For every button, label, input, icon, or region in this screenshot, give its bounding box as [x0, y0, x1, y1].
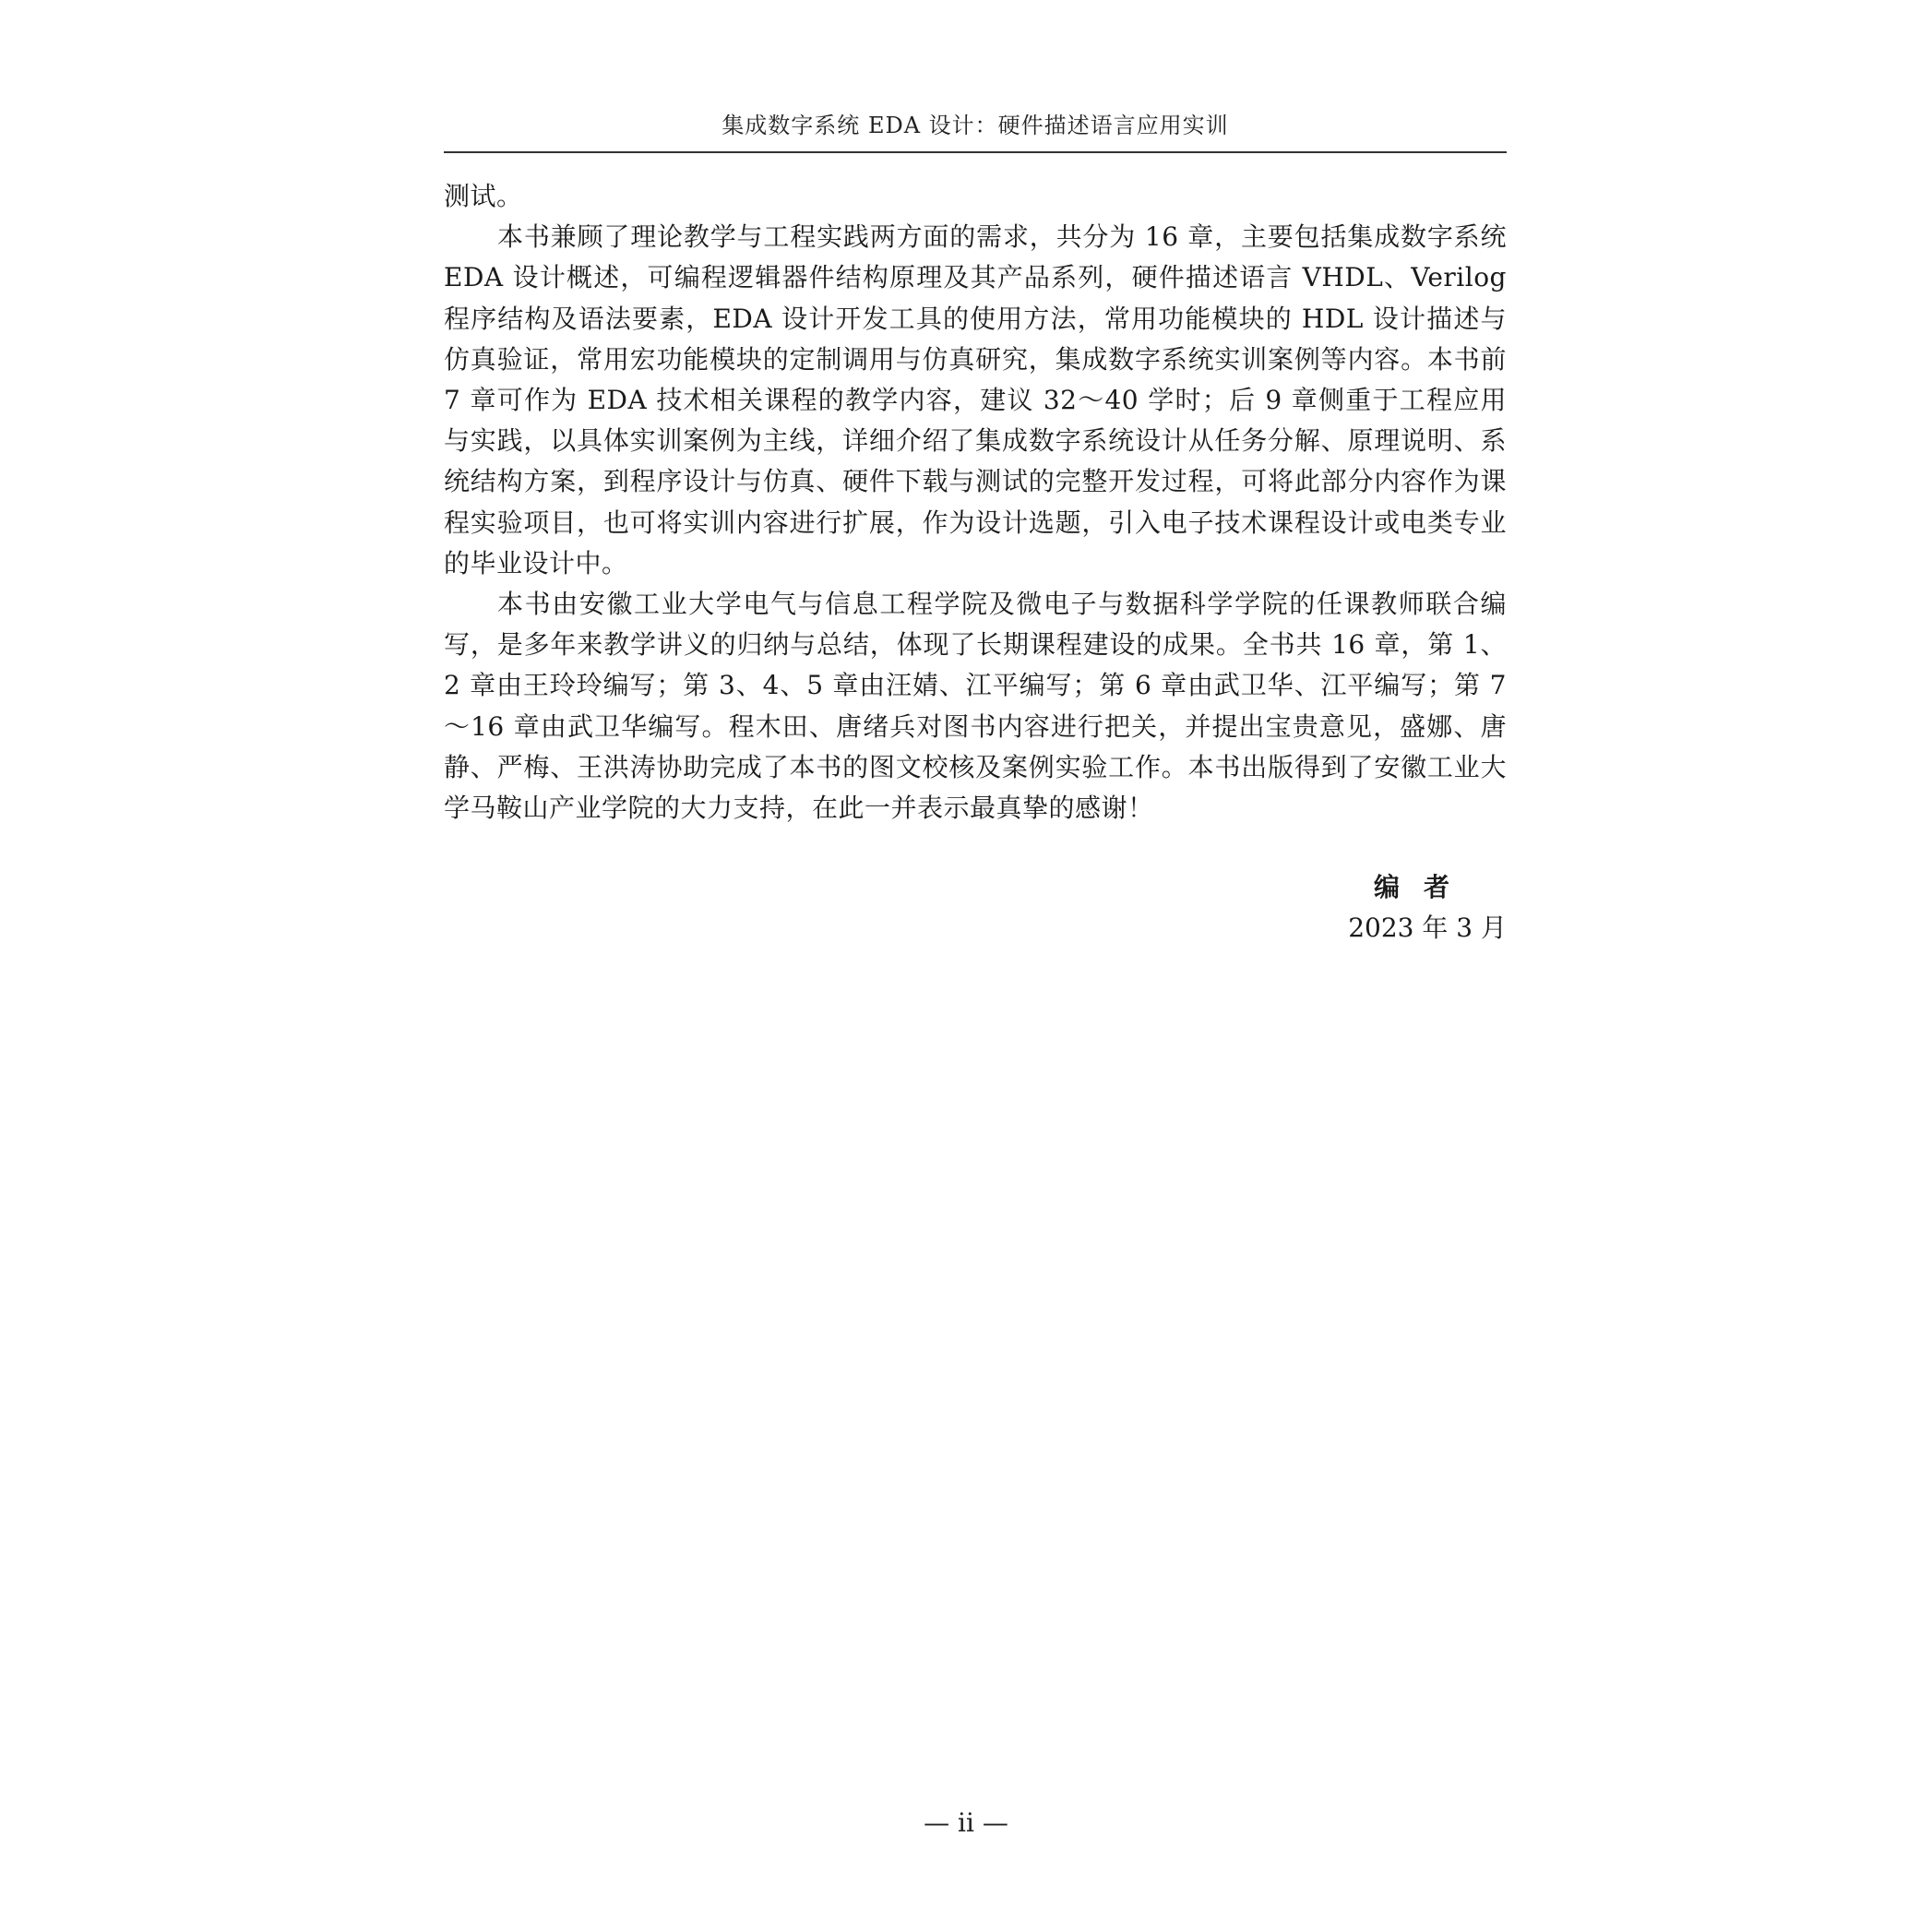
header-rule	[444, 151, 1507, 153]
running-header: 集成数字系统 EDA 设计：硬件描述语言应用实训	[722, 113, 1229, 138]
signature-block	[444, 867, 1507, 948]
page-number: — ii —	[924, 1807, 1008, 1838]
paragraph-book-overview: 本书兼顾了理论教学与工程实践两方面的需求，共分为 16 章，主要包括集成数字系统 EDA 设计概述，可编程逻辑器件结构原理及其产品系列，硬件描述语言 VHDL、Verilog 程序结构及语法要素，EDA 设计开发工具的使用方法，常用功能模块的 HDL 设计描述与仿真验证，常用宏功能模块的定制调用与仿真研究，集成数字系统实训案例等内容。本书前 7 章可作为 EDA 技术相关课程的教学内容，建议 32～40 学时；后 9 章侧重于工程应用与实践，以具体实训案例为主线，详细介绍了集成数字系统设计从任务分解、原理说明、系统结构方案，到程序设计与仿真、硬件下载与测试的完整开发过程，可将此部分内容作为课程实验项目，也可将实训内容进行扩展，作为设计选题，引入电子技术课程设计或电类专业的毕业设计中。	[444, 221, 1507, 578]
paragraph-continuation: 测试。	[444, 181, 523, 211]
paragraph-authors: 本书由安徽工业大学电气与信息工程学院及微电子与数据科学学院的任课教师联合编写，是多年来教学讲义的归纳与总结，体现了长期课程建设的成果。全书共 16 章，第 1、2 章由王玲玲编写；第 3、4、5 章由汪婧、江平编写；第 6 章由武卫华、江平编写；第 7～16 章由武卫华编写。程木田、唐绪兵对图书内容进行把关，并提出宝贵意见，盛娜、唐静、严梅、王洪涛协助完成了本书的图文校核及案例实验工作。本书出版得到了安徽工业大学马鞍山产业学院的大力支持，在此一并表示最真挚的感谢！	[444, 589, 1507, 824]
signature-date: 2023 年 3 月	[1348, 912, 1507, 943]
body-text	[444, 176, 1507, 829]
editor-label: 编者	[1373, 872, 1473, 902]
